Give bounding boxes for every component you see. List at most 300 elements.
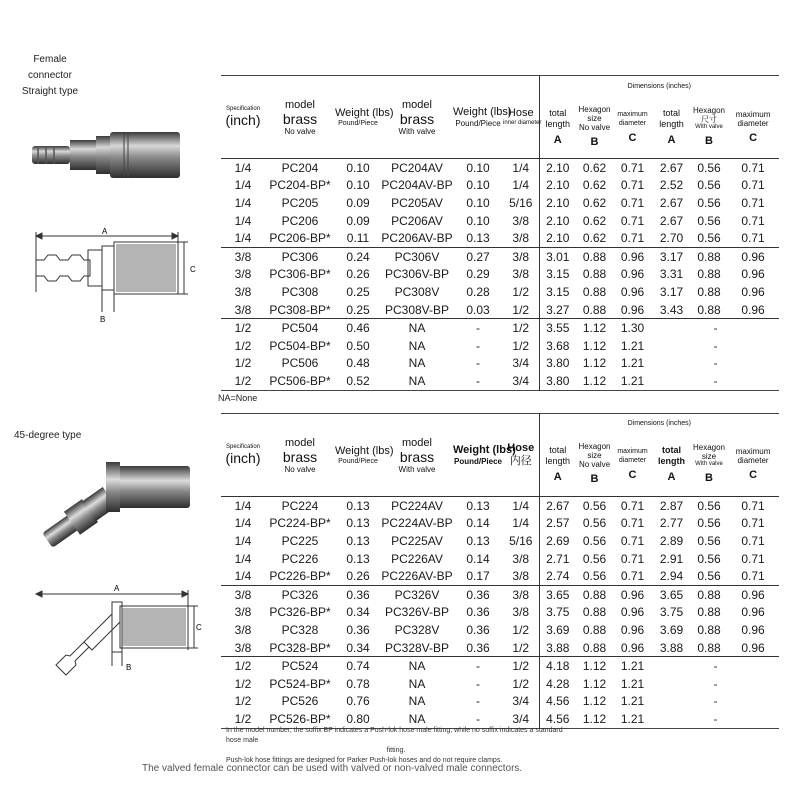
straight-type-table-body bbox=[221, 159, 779, 391]
table-cell: 0.56 bbox=[582, 551, 607, 566]
table-cell: 3/4 bbox=[512, 373, 530, 388]
table-cell: PC226-BP* bbox=[269, 569, 331, 584]
total-length-header: total length A bbox=[539, 98, 576, 159]
table-cell: PC206AV bbox=[391, 213, 443, 228]
table-cell: NA bbox=[408, 676, 426, 691]
table-cell: PC306V-BP bbox=[384, 267, 450, 282]
table-cell: - bbox=[713, 711, 718, 726]
table-cell: PC306-BP* bbox=[269, 267, 331, 282]
hexagon2-valve-header: Hexagon size With valve B bbox=[692, 443, 726, 485]
table-cell: 3/4 bbox=[512, 711, 530, 726]
table-cell: 2.77 bbox=[659, 516, 684, 531]
straight-connector-dimension-diagram bbox=[28, 222, 200, 332]
table-row bbox=[221, 159, 779, 177]
table-cell: PC204AV bbox=[381, 159, 453, 177]
table-cell: 0.56 bbox=[582, 569, 607, 584]
table-cell: 3.80 bbox=[539, 372, 576, 390]
table-cell: 0.10 bbox=[466, 195, 490, 210]
model-no-valve-header: model brass No valve bbox=[282, 98, 318, 136]
table-cell: 0.56 bbox=[697, 213, 721, 228]
table-cell: 1.21 bbox=[620, 711, 645, 726]
table-cell: PC224AV bbox=[381, 497, 453, 515]
table-cell: 0.71 bbox=[620, 213, 645, 228]
table-cell: PC328V-BP bbox=[384, 640, 450, 655]
weight2-no-valve-header: Weight (lbs) Pound/Piece bbox=[335, 445, 394, 465]
table-cell: 1/2 bbox=[512, 640, 530, 655]
table-row bbox=[221, 247, 779, 265]
table-cell: - bbox=[476, 356, 480, 371]
table-cell: 1/2 bbox=[503, 319, 539, 337]
table-cell: PC204-BP* bbox=[269, 178, 331, 193]
table-cell: 0.10 bbox=[466, 213, 490, 228]
table-cell: 2.91 bbox=[659, 551, 684, 566]
table-cell: 0.36 bbox=[466, 622, 490, 637]
table-cell: 1.12 bbox=[582, 711, 607, 726]
table-cell: PC224AV-BP bbox=[381, 516, 453, 531]
table-cell: 3/4 bbox=[512, 694, 530, 709]
table-cell: 0.10 bbox=[335, 159, 381, 177]
table-cell: - bbox=[453, 657, 503, 675]
table-cell: 0.96 bbox=[620, 605, 645, 620]
diagram-label-a: A bbox=[102, 227, 108, 236]
table-cell: 0.88 bbox=[697, 284, 721, 299]
table-cell: 0.71 bbox=[741, 551, 765, 566]
table-cell: 0.13 bbox=[346, 551, 370, 566]
hose-header: Hose inner diameter bbox=[503, 107, 542, 126]
table-cell: - bbox=[652, 657, 779, 675]
table-cell: PC206AV-BP bbox=[381, 231, 453, 246]
footer-note: The valved female connector can be used with valved or non-valved male connectors. bbox=[142, 763, 523, 774]
table-cell: 0.13 bbox=[346, 533, 370, 548]
weight-with-valve-header: Weight (lbs) Pound/Piece bbox=[453, 106, 512, 128]
table-cell: 2.67 bbox=[659, 213, 684, 228]
table-cell: 1/4 bbox=[234, 178, 252, 193]
table-cell: PC524-BP* bbox=[269, 676, 331, 691]
table-cell: 0.24 bbox=[335, 247, 381, 265]
table-cell: 0.13 bbox=[335, 497, 381, 515]
table-cell: - bbox=[713, 373, 718, 388]
table-cell: 2.67 bbox=[659, 195, 684, 210]
table-cell: PC205AV bbox=[391, 195, 443, 210]
table-cell: 3.75 bbox=[539, 604, 576, 622]
table-cell: 3.31 bbox=[659, 267, 684, 282]
table-cell: 1/2 bbox=[234, 373, 252, 388]
table-cell: 1/2 bbox=[221, 319, 265, 337]
table-row bbox=[221, 550, 779, 568]
table-cell: 3.65 bbox=[652, 585, 691, 603]
table-cell: NA bbox=[408, 373, 426, 388]
table-cell: 0.96 bbox=[613, 247, 652, 265]
table-cell: PC225 bbox=[281, 533, 319, 548]
table-row bbox=[221, 266, 779, 284]
table-cell: 0.88 bbox=[691, 247, 727, 265]
table-cell: 3/8 bbox=[234, 302, 252, 317]
table-cell: 0.34 bbox=[346, 640, 370, 655]
table-cell: 0.11 bbox=[346, 231, 370, 246]
table-cell: 2.67 bbox=[539, 497, 576, 515]
table-cell: 3.15 bbox=[539, 266, 576, 284]
table-cell: 1/2 bbox=[234, 356, 252, 371]
table-cell: 3/8 bbox=[234, 605, 252, 620]
table-cell: 2.70 bbox=[659, 231, 684, 246]
table-cell: 3/8 bbox=[512, 569, 530, 584]
table-cell: 1.12 bbox=[582, 373, 607, 388]
table-cell: PC204 bbox=[265, 159, 335, 177]
table-row bbox=[221, 212, 779, 230]
diagram-label-c: C bbox=[190, 265, 196, 274]
table-cell: 0.71 bbox=[620, 231, 645, 246]
table-cell: 3.65 bbox=[539, 585, 576, 603]
table-cell: 0.56 bbox=[697, 533, 721, 548]
table-cell: 3/8 bbox=[503, 247, 539, 265]
table-cell: 0.62 bbox=[582, 178, 607, 193]
table-cell: 1/2 bbox=[234, 338, 252, 353]
table-cell: - bbox=[476, 676, 480, 691]
table-cell: 0.71 bbox=[620, 195, 645, 210]
table-cell: 1/2 bbox=[512, 284, 530, 299]
table-cell: 1.12 bbox=[576, 657, 613, 675]
table-cell: 3.15 bbox=[539, 283, 576, 301]
table-cell: 3/8 bbox=[503, 585, 539, 603]
table-cell: PC326 bbox=[265, 585, 335, 603]
weight2-with-valve-header: Weight (lbs) Pound/Piece bbox=[453, 444, 516, 466]
table-cell: PC504-BP* bbox=[269, 338, 331, 353]
table-cell: 0.71 bbox=[741, 213, 765, 228]
table-cell: 3/8 bbox=[234, 284, 252, 299]
table-cell: 0.13 bbox=[466, 533, 490, 548]
table-cell: 1.12 bbox=[582, 676, 607, 691]
hexagon-valve-header: Hexagon 尺寸 With valve B bbox=[692, 106, 726, 148]
table-cell: 1/2 bbox=[234, 711, 252, 726]
table-cell: 1/4 bbox=[221, 497, 265, 515]
table-cell: 0.52 bbox=[346, 373, 370, 388]
hexagon-size-header: Hexagon size No valve B bbox=[578, 105, 611, 149]
table-cell: 2.10 bbox=[539, 159, 576, 177]
table-cell: 0.14 bbox=[466, 516, 490, 531]
table-row bbox=[221, 372, 779, 390]
model2-no-valve-header: model brass No valve bbox=[282, 436, 318, 474]
table-cell: 3.68 bbox=[539, 337, 576, 355]
table-cell: 0.17 bbox=[466, 569, 490, 584]
table-cell: 1/4 bbox=[503, 159, 539, 177]
table-cell: - bbox=[476, 338, 480, 353]
table-cell: 1.21 bbox=[620, 676, 645, 691]
table-cell: 0.71 bbox=[741, 195, 765, 210]
table-cell: 0.96 bbox=[620, 284, 645, 299]
table-cell: PC206-BP* bbox=[269, 231, 331, 246]
table-cell: - bbox=[713, 676, 718, 691]
table-cell: PC506-BP* bbox=[269, 373, 331, 388]
table-cell: 0.78 bbox=[346, 676, 370, 691]
table-row bbox=[221, 515, 779, 533]
table-cell: 0.71 bbox=[727, 159, 779, 177]
max-diameter2-valve-header: maximum diameter C bbox=[735, 446, 771, 481]
table-cell: 0.71 bbox=[741, 533, 765, 548]
dimensions2-header: Dimensions (inches) bbox=[539, 414, 779, 434]
table-cell: 0.13 bbox=[466, 231, 490, 246]
table-cell: 0.88 bbox=[576, 247, 613, 265]
table-cell: 0.56 bbox=[697, 178, 721, 193]
table-cell: 0.88 bbox=[697, 622, 721, 637]
table-cell: 0.88 bbox=[697, 605, 721, 620]
table-cell: 0.88 bbox=[582, 302, 607, 317]
footnotes bbox=[226, 726, 566, 766]
table-cell: - bbox=[713, 356, 718, 371]
total-length2-header: total length A bbox=[539, 434, 576, 497]
table-cell: 2.89 bbox=[659, 533, 684, 548]
table-row bbox=[221, 693, 779, 711]
table-cell: 0.96 bbox=[620, 640, 645, 655]
table-cell: 1/2 bbox=[503, 657, 539, 675]
table-cell: PC328-BP* bbox=[269, 640, 331, 655]
table-cell: 0.09 bbox=[346, 213, 370, 228]
table-cell: 1/4 bbox=[234, 213, 252, 228]
table-cell: 3.80 bbox=[539, 355, 576, 373]
table-cell: 0.56 bbox=[582, 516, 607, 531]
table-cell: 0.36 bbox=[453, 585, 503, 603]
table-cell: 0.62 bbox=[576, 159, 613, 177]
table-cell: 0.36 bbox=[335, 585, 381, 603]
table-cell: 3/8 bbox=[512, 267, 530, 282]
table-cell: 0.96 bbox=[613, 585, 652, 603]
straight-type-title: Female connector Straight type bbox=[21, 54, 79, 97]
table-cell: PC506 bbox=[281, 356, 319, 371]
table-cell: PC204AV-BP bbox=[381, 178, 453, 193]
table-cell: NA bbox=[381, 319, 453, 337]
straight-type-spec-table bbox=[221, 75, 779, 391]
table-cell: 0.71 bbox=[741, 569, 765, 584]
table-cell: 0.10 bbox=[466, 178, 490, 193]
table-cell: PC504 bbox=[265, 319, 335, 337]
table-cell: 3.43 bbox=[659, 302, 684, 317]
table-cell: 1/4 bbox=[234, 516, 252, 531]
spec2-header: Specification (inch) bbox=[225, 444, 261, 466]
table-cell: 0.88 bbox=[582, 267, 607, 282]
table-row bbox=[221, 177, 779, 195]
table-cell: 3/8 bbox=[234, 267, 252, 282]
table-cell: 0.25 bbox=[346, 284, 370, 299]
45-degree-connector-photo bbox=[30, 452, 200, 552]
table-cell: 0.88 bbox=[582, 640, 607, 655]
table-cell: 1.21 bbox=[620, 356, 645, 371]
table-cell: 0.56 bbox=[582, 533, 607, 548]
table-cell: 0.71 bbox=[741, 178, 765, 193]
table-cell: 0.88 bbox=[582, 622, 607, 637]
table-cell: - bbox=[476, 711, 480, 726]
table-cell: PC224-BP* bbox=[269, 516, 331, 531]
table-cell: 1.30 bbox=[613, 319, 652, 337]
table-cell: 1/4 bbox=[234, 195, 252, 210]
table-cell: PC326V bbox=[381, 585, 453, 603]
table-cell: 3.17 bbox=[652, 247, 691, 265]
table-cell: 0.88 bbox=[582, 605, 607, 620]
diagram2-label-c: C bbox=[196, 623, 202, 632]
table-cell: 1/4 bbox=[503, 497, 539, 515]
table-row bbox=[221, 639, 779, 657]
table-cell: 0.56 bbox=[697, 516, 721, 531]
straight-connector-photo bbox=[28, 118, 200, 198]
table-cell: 3/8 bbox=[512, 551, 530, 566]
table-cell: 0.96 bbox=[727, 247, 779, 265]
table-cell: 3.55 bbox=[539, 319, 576, 337]
table-cell: 2.74 bbox=[539, 567, 576, 585]
table-cell: 0.96 bbox=[741, 302, 765, 317]
table-cell: NA bbox=[408, 694, 426, 709]
table-cell: 1.12 bbox=[582, 694, 607, 709]
table-cell: 0.96 bbox=[727, 585, 779, 603]
table-cell: 2.10 bbox=[539, 229, 576, 247]
table-cell: 0.96 bbox=[741, 622, 765, 637]
table-cell: 1/2 bbox=[512, 338, 530, 353]
table-cell: 3/4 bbox=[512, 356, 530, 371]
table-cell: 2.69 bbox=[539, 532, 576, 550]
table-cell: 0.88 bbox=[691, 585, 727, 603]
table-cell: 0.13 bbox=[346, 516, 370, 531]
table-cell: 3/8 bbox=[234, 640, 252, 655]
table-row bbox=[221, 283, 779, 301]
table-row bbox=[221, 301, 779, 319]
45-degree-type-table-body bbox=[221, 497, 779, 729]
table-row bbox=[221, 355, 779, 373]
table-cell: 4.56 bbox=[539, 710, 576, 728]
table-cell: 0.36 bbox=[346, 622, 370, 637]
table-cell: 0.03 bbox=[466, 302, 490, 317]
table-cell: 0.62 bbox=[582, 231, 607, 246]
table-cell: 1/2 bbox=[512, 676, 530, 691]
table-cell: 0.80 bbox=[346, 711, 370, 726]
table-cell: - bbox=[652, 319, 779, 337]
table-cell: 0.29 bbox=[466, 267, 490, 282]
table-cell: 0.25 bbox=[346, 302, 370, 317]
table-cell: 5/16 bbox=[509, 533, 533, 548]
table-cell: 1/4 bbox=[234, 569, 252, 584]
table-cell: PC226AV-BP bbox=[381, 569, 453, 584]
table-cell: 0.62 bbox=[582, 213, 607, 228]
table-cell: 0.56 bbox=[691, 159, 727, 177]
diagram-label-b: B bbox=[100, 315, 106, 324]
table-cell: 1/2 bbox=[234, 676, 252, 691]
table-cell: 3/8 bbox=[221, 247, 265, 265]
table-row bbox=[221, 319, 779, 337]
table-cell: NA bbox=[408, 338, 426, 353]
table-cell: 0.27 bbox=[453, 247, 503, 265]
table-cell: PC206 bbox=[281, 213, 319, 228]
table-cell: 2.10 bbox=[539, 177, 576, 195]
table-cell: 3/8 bbox=[234, 622, 252, 637]
table-cell: 0.88 bbox=[697, 267, 721, 282]
table-cell: 0.76 bbox=[346, 694, 370, 709]
table-cell: 0.14 bbox=[466, 551, 490, 566]
spec-header: Specification (inch) bbox=[225, 106, 261, 128]
table-cell: 1/4 bbox=[221, 159, 265, 177]
table-cell: 1.21 bbox=[620, 338, 645, 353]
table-cell: 0.88 bbox=[697, 302, 721, 317]
table-cell: 0.71 bbox=[741, 231, 765, 246]
table-cell: 3.69 bbox=[539, 621, 576, 639]
table-cell: NA bbox=[408, 356, 426, 371]
table-cell: PC308-BP* bbox=[269, 302, 331, 317]
diagram2-label-b: B bbox=[126, 663, 132, 672]
table-cell: 0.46 bbox=[335, 319, 381, 337]
table-cell: 1.12 bbox=[582, 356, 607, 371]
table-cell: 0.56 bbox=[576, 497, 613, 515]
table-cell: 0.13 bbox=[453, 497, 503, 515]
table-cell: PC308V-BP bbox=[384, 302, 450, 317]
table-row bbox=[221, 567, 779, 585]
table-cell: 1.21 bbox=[620, 694, 645, 709]
table-cell: 4.56 bbox=[539, 693, 576, 711]
table-cell: 1/2 bbox=[512, 302, 530, 317]
table-cell: PC526 bbox=[281, 694, 319, 709]
table-cell: PC524 bbox=[265, 657, 335, 675]
dimensions-header: Dimensions (inches) bbox=[539, 76, 779, 98]
model-with-valve-header: model brass With valve bbox=[398, 98, 436, 136]
table-cell: 1/2 bbox=[512, 622, 530, 637]
table-cell: 3.17 bbox=[659, 284, 684, 299]
table-cell: 0.62 bbox=[582, 195, 607, 210]
table-cell: 1.12 bbox=[582, 338, 607, 353]
table-cell: PC306 bbox=[265, 247, 335, 265]
table-cell: 2.52 bbox=[659, 178, 684, 193]
diagram2-label-a: A bbox=[114, 584, 120, 593]
max-diameter-valve-header: maximum diameter C bbox=[735, 109, 771, 144]
table-cell: 0.56 bbox=[697, 551, 721, 566]
table-cell: 0.88 bbox=[576, 585, 613, 603]
footnote-line-1: In the model number, the suffix BP indicates a Push-lok hose male fitting, while no suffix indicates a standard hose male bbox=[226, 727, 563, 744]
table-cell: 0.56 bbox=[691, 497, 727, 515]
table-cell: 3.69 bbox=[659, 622, 684, 637]
table-row bbox=[221, 621, 779, 639]
table-row bbox=[221, 497, 779, 515]
max-diameter-header: maximum diameter C bbox=[617, 110, 648, 144]
table-cell: PC308 bbox=[281, 284, 319, 299]
table-cell: 3/8 bbox=[512, 213, 530, 228]
table-cell: 1/4 bbox=[512, 516, 530, 531]
table-cell: 4.28 bbox=[539, 675, 576, 693]
45-degree-type-spec-table bbox=[221, 413, 779, 729]
table-cell: 0.26 bbox=[346, 569, 370, 584]
table-cell: 0.71 bbox=[613, 497, 652, 515]
table-cell: 0.96 bbox=[741, 605, 765, 620]
table-cell: PC328 bbox=[281, 622, 319, 637]
table-row bbox=[221, 657, 779, 675]
table-cell: 2.10 bbox=[539, 212, 576, 230]
table-cell: 3.88 bbox=[659, 640, 684, 655]
weight-no-valve-header: Weight (lbs) Pound/Piece bbox=[335, 107, 394, 127]
table-row bbox=[221, 337, 779, 355]
table-cell: 0.10 bbox=[346, 178, 370, 193]
table-cell: 0.96 bbox=[620, 267, 645, 282]
table-cell: 0.71 bbox=[620, 533, 645, 548]
table-row bbox=[221, 585, 779, 603]
table-cell: 0.96 bbox=[741, 267, 765, 282]
table-cell: PC326-BP* bbox=[269, 605, 331, 620]
table-cell: PC226AV bbox=[391, 551, 443, 566]
table-cell: 0.71 bbox=[613, 159, 652, 177]
table-cell: 0.96 bbox=[741, 284, 765, 299]
table-cell: 2.10 bbox=[539, 194, 576, 212]
table-cell: 2.71 bbox=[539, 550, 576, 568]
table-cell: 2.87 bbox=[652, 497, 691, 515]
table-cell: 1.12 bbox=[576, 319, 613, 337]
footnote-line-2: fitting. bbox=[386, 747, 406, 754]
table-cell: 0.71 bbox=[620, 569, 645, 584]
na-note: NA=None bbox=[218, 393, 258, 403]
table-cell: 2.67 bbox=[652, 159, 691, 177]
table-cell: 0.71 bbox=[741, 516, 765, 531]
table-cell: 0.56 bbox=[697, 195, 721, 210]
table-cell: 0.96 bbox=[620, 302, 645, 317]
